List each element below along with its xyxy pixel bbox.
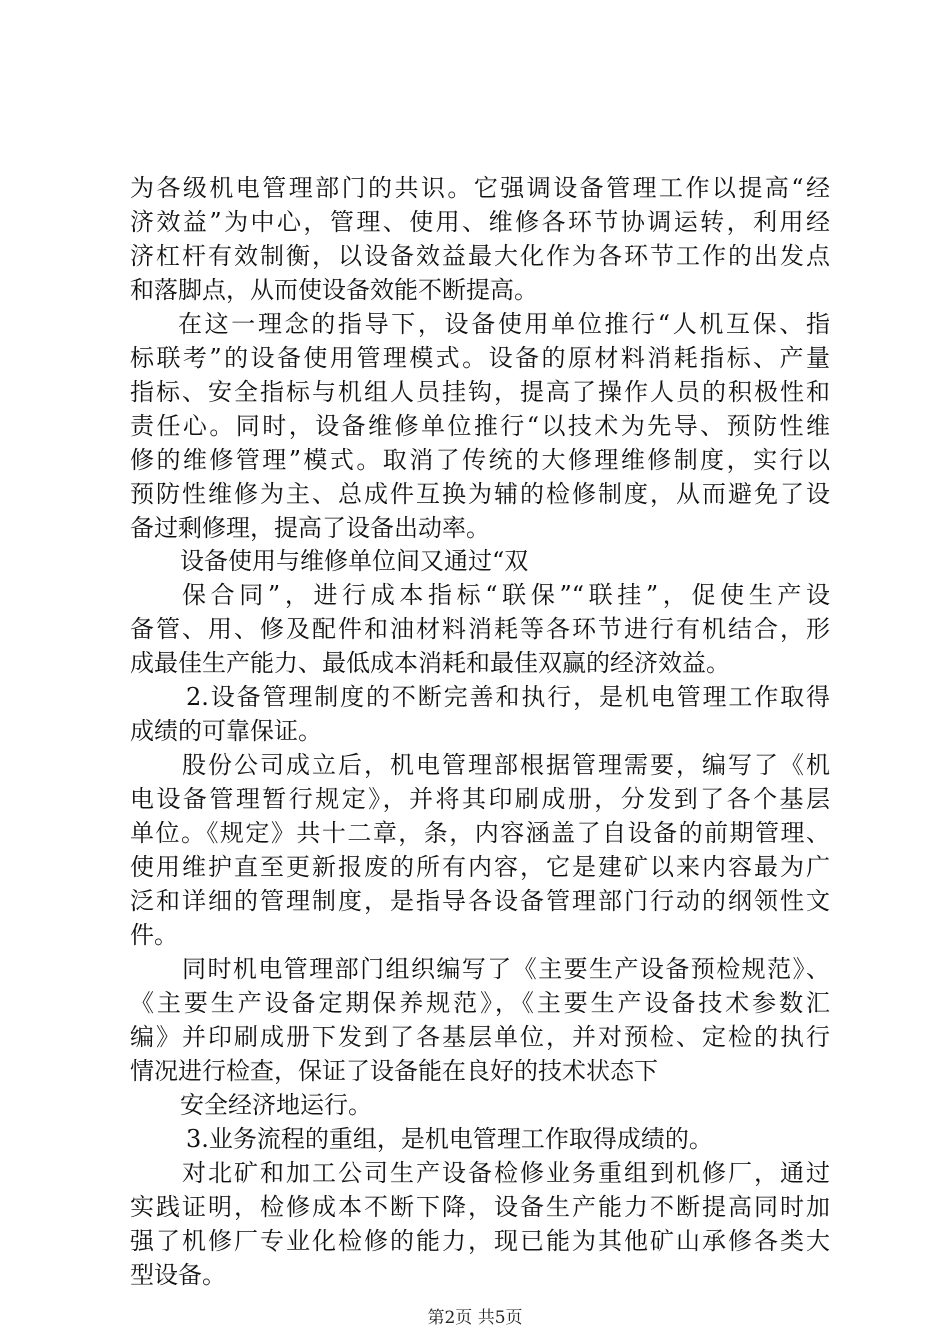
body-line: 设备使用与维修单位间又通过“双 <box>180 547 529 575</box>
body-line: 修的维修管理”模式。取消了传统的大修理维修制度，实行以 <box>130 446 830 474</box>
body-line: 实践证明，检修成本不断下降，设备生产能力不断提高同时加 <box>130 1193 830 1221</box>
body-line: 济杠杆有效制衡，以设备效益最大化作为各环节工作的出发点 <box>130 242 830 270</box>
body-line: 电设备管理暂行规定》，并将其印刷成册，分发到了各个基层 <box>130 785 830 813</box>
body-line: 济效益”为中心，管理、使用、维修各环节协调运转，利用经 <box>130 208 830 236</box>
body-line: 成绩的可靠保证。 <box>130 717 322 745</box>
body-line: 保合同”，进行成本指标“联保”“联挂”，促使生产设 <box>182 581 830 609</box>
body-line: 股份公司成立后，机电管理部根据管理需要，编写了《机 <box>182 751 830 779</box>
body-line: 责任心。同时，设备维修单位推行“以技术为先导、预防性维 <box>130 412 830 440</box>
body-line: 和落脚点，从而使设备效能不断提高。 <box>130 276 538 304</box>
body-line: 强了机修厂专业化检修的能力，现已能为其他矿山承修各类大 <box>130 1227 830 1255</box>
body-line: 安全经济地运行。 <box>180 1091 372 1119</box>
body-line: 成最佳生产能力、最低成本消耗和最佳双赢的经济效益。 <box>130 649 730 677</box>
body-line: 为各级机电管理部门的共识。它强调设备管理工作以提高“经 <box>130 174 830 202</box>
body-line: 对北矿和加工公司生产设备检修业务重组到机修厂，通过 <box>182 1159 830 1187</box>
body-line: 备过剩修理，提高了设备出动率。 <box>130 514 490 542</box>
body-line: 标联考”的设备使用管理模式。设备的原材料消耗指标、产量 <box>130 344 830 372</box>
page-footer: 第2页 共5页 <box>427 1308 523 1328</box>
body-line: 件。 <box>130 921 178 949</box>
body-line: 预防性维修为主、总成件互换为辅的检修制度，从而避免了设 <box>130 480 830 508</box>
body-line: 2.设备管理制度的不断完善和执行，是机电管理工作取得 <box>186 683 830 711</box>
body-line: 使用维护直至更新报废的所有内容，它是建矿以来内容最为广 <box>130 853 830 881</box>
body-line: 泛和详细的管理制度，是指导各设备管理部门行动的纲领性文 <box>130 887 830 915</box>
body-line: 编》并印刷成册下发到了各基层单位，并对预检、定检的执行 <box>130 1023 830 1051</box>
body-line: 型设备。 <box>130 1261 226 1289</box>
body-line: 单位。《规定》共十二章，条，内容涵盖了自设备的前期管理、 <box>130 819 830 847</box>
body-line: 在这一理念的指导下，设备使用单位推行“人机互保、指 <box>178 310 830 338</box>
body-line: 《主要生产设备定期保养规范》，《主要生产设备技术参数汇 <box>130 989 830 1017</box>
body-line: 指标、安全指标与机组人员挂钩，提高了操作人员的积极性和 <box>130 378 830 406</box>
body-line: 情况进行检查，保证了设备能在良好的技术状态下 <box>130 1057 658 1085</box>
body-line: 3.业务流程的重组，是机电管理工作取得成绩的。 <box>186 1125 713 1153</box>
body-line: 备管、用、修及配件和油材料消耗等各环节进行有机结合，形 <box>130 615 830 643</box>
body-line: 同时机电管理部门组织编写了《主要生产设备预检规范》、 <box>182 955 830 983</box>
